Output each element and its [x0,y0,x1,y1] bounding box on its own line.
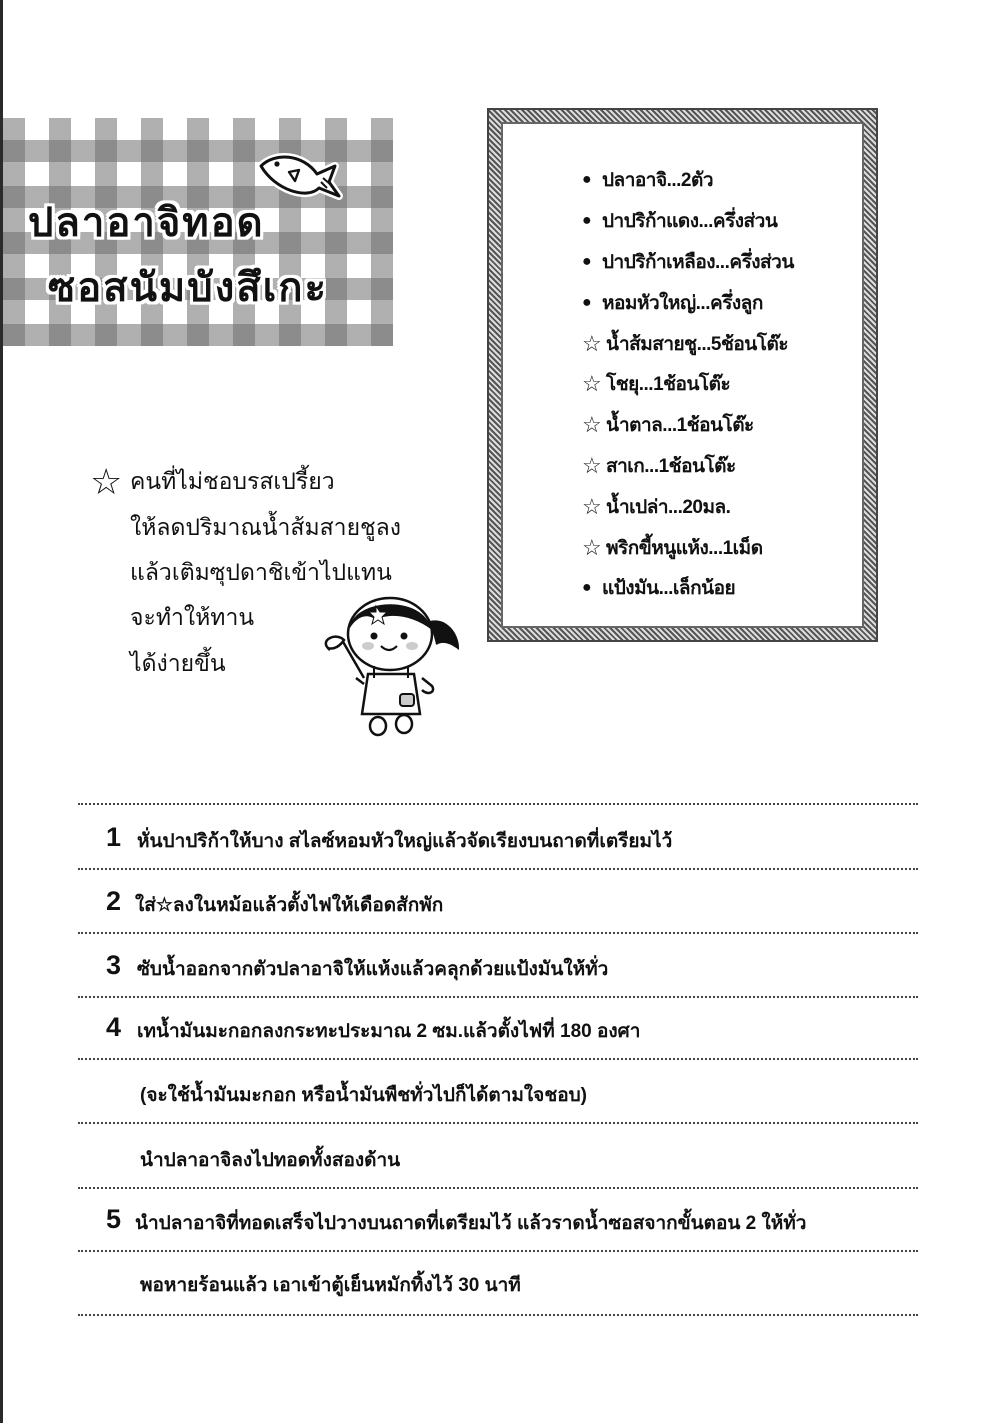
ingredient-text: พริกขี้หนูแห้ง...1เม็ด [606,537,763,559]
bullet-icon: ● [582,171,592,189]
ingredient-text: ปาปริก้าเหลือง...ครึ่งส่วน [602,251,794,273]
tip-line: จะทำให้ทาน [130,605,255,631]
ingredient-text: หอมหัวใหญ่...ครึ่งลูก [602,292,763,314]
bullet-icon: ● [582,293,592,311]
step-text: นำปลาอาจิลงไปทอดทั้งสองด้าน [140,1150,401,1171]
ingredient-item [582,527,794,568]
step-text: (จะใช้น้ำมันมะกอก หรือน้ำมันพืชทั่วไปก็ได้ตามใจชอบ) [140,1085,588,1106]
tip-line: คนที่ไม่ชอบรสเปรี้ยว [130,469,335,495]
dotted-divider [78,1314,918,1316]
ingredient-text: สาเก...1ช้อนโต๊ะ [606,455,736,477]
girl-with-ladle-illustration [318,582,468,740]
ingredient-text: โชยุ...1ช้อนโต๊ะ [606,374,731,396]
ingredient-item [582,323,794,364]
bullet-icon: ● [582,252,592,270]
dotted-divider [78,996,918,998]
ingredient-text: น้ำตาล...1ช้อนโต๊ะ [606,415,754,437]
step-text: เทน้ำมันมะกอกลงกระทะประมาณ 2 ซม.แล้วตั้งไฟที่ 180 องศา [137,1021,641,1042]
step-text: นำปลาอาจิที่ทอดเสร็จไปวางบนถาดที่เตรียมไว้ แล้วราดน้ำซอสจากขั้นตอน 2 ให้ทั่ว [135,1213,807,1234]
ingredient-item [582,160,794,201]
dotted-divider [78,1058,918,1060]
dotted-divider [78,932,918,934]
star-icon: ☆ [582,371,602,397]
dotted-divider [78,1187,918,1189]
step-text: ใส่☆ลงในหม้อแล้วตั้งไฟให้เดือดสักพัก [135,895,444,916]
recipe-title-line-1: ปลาอาจิทอด [28,200,265,246]
ingredient-text: น้ำส้มสายชู...5ช้อนโต๊ะ [606,333,789,355]
star-icon: ☆ [582,534,602,560]
bullet-icon: ● [582,212,592,230]
ingredient-item [582,568,794,609]
step-text: หั่นปาปริก้าให้บาง สไลซ์หอมหัวใหญ่แล้วจัดเรียงบนถาดที่เตรียมไว้ [137,831,673,852]
ingredient-item [582,486,794,527]
tip-line: ได้ง่ายขึ้น [130,651,226,677]
ingredient-item [582,282,794,323]
ingredient-text: น้ำเปล่า...20มล. [606,496,731,518]
ingredient-item [582,405,794,446]
star-icon: ☆ [582,452,602,478]
fish-icon [255,148,345,208]
step-number: 4 [106,1012,122,1042]
step-number: 2 [106,886,122,916]
dotted-divider [78,1250,918,1252]
ingredient-item [582,201,794,242]
star-icon: ☆ [582,493,602,519]
ingredient-list [582,160,794,609]
ingredient-item [582,446,794,487]
ingredient-item [582,242,794,283]
tip-line: ให้ลดปริมาณน้ำส้มสายชูลง [130,515,401,541]
step-text: ซับน้ำออกจากตัวปลาอาจิให้แห้งแล้วคลุกด้วยแป้งมันให้ทั่ว [137,959,609,980]
star-icon: ☆ [90,462,123,503]
ingredient-item [582,364,794,405]
star-icon: ☆ [582,412,602,438]
ingredient-text: ปลาอาจิ...2ตัว [602,170,713,192]
ingredient-text: แป้งมัน...เล็กน้อย [602,578,736,600]
step-number: 3 [106,950,122,980]
dotted-divider [78,803,918,805]
dotted-divider [78,868,918,870]
step-number: 1 [106,822,122,852]
star-icon: ☆ [582,330,602,356]
tip-line: แล้วเติมซุปดาชิเข้าไปแทน [130,560,392,586]
ingredient-text: ปาปริก้าแดง...ครึ่งส่วน [602,211,778,233]
step-text: พอหายร้อนแล้ว เอาเข้าตู้เย็นหมักทิ้งไว้ 30 นาที [140,1275,521,1296]
step-number: 5 [106,1204,122,1234]
recipe-title-line-2: ซอสนัมบังสึเกะ [48,265,329,311]
dotted-divider [78,1122,918,1124]
bullet-icon: ● [582,579,592,597]
